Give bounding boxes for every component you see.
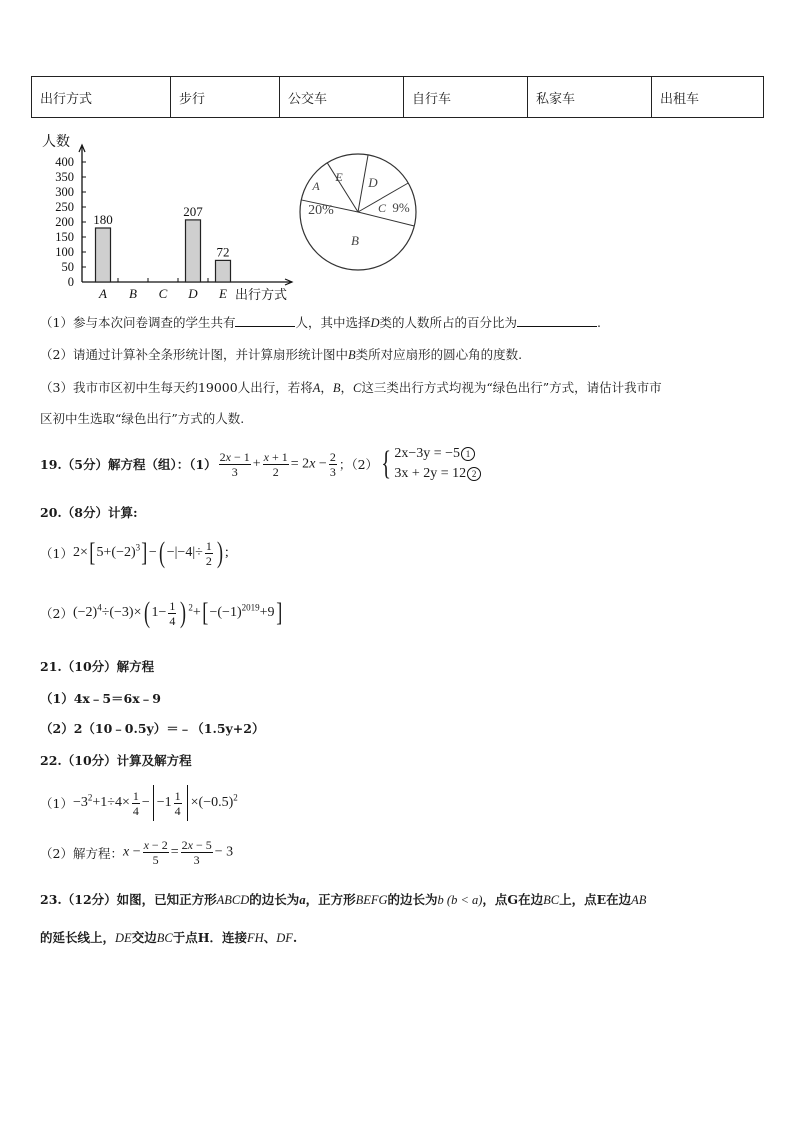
pie-label-e: E <box>335 170 343 184</box>
table-cell: 出租车 <box>652 77 764 118</box>
q23-var: DF <box>276 931 293 945</box>
q19-equation-system: { 2x−3y = −5 1 3x + 2y = 12 2 <box>378 444 481 484</box>
q20-part1 <box>40 538 229 568</box>
pie-label-c: C <box>377 201 387 215</box>
q23-text: 的延长线上， <box>40 930 116 945</box>
q18-p3-var-b: B <box>332 381 341 395</box>
y-tick-label: 250 <box>55 200 74 214</box>
y-tick-label: 50 <box>61 260 74 274</box>
y-tick-label: 150 <box>55 230 74 244</box>
q20-p1-label: （1） <box>40 546 73 561</box>
q23-text: 的边长为 <box>387 892 438 907</box>
x-tick-label: E <box>219 286 227 301</box>
q18-p2-var: B <box>347 348 356 362</box>
separator: ， <box>340 380 354 395</box>
q18-p3-text: （3）我市市区初中生每天约19000人出行，若将 <box>40 380 313 395</box>
q23-text: ，正方形 <box>305 892 356 907</box>
q18-p3-var-a: A <box>312 381 321 395</box>
q18-part1 <box>40 313 601 331</box>
q20-expression-1: $2\times[5+(-2)^3]-( -|-4|\div$ $\frac{1}{2}$ ) ; <box>72 536 229 569</box>
q23-var: BC <box>156 931 173 945</box>
q23-var: ABCD <box>216 893 250 907</box>
bar <box>186 220 201 282</box>
pie-label-b: B <box>351 233 359 248</box>
q23-var: BC <box>543 893 560 907</box>
q18-part2 <box>40 345 522 363</box>
q23-line2 <box>40 928 297 946</box>
q22-expression-2: x − $\frac{x - 2}{5}$ = $\frac{2x - 5}{3}$ − 3 <box>122 838 234 867</box>
pie-chart-marks <box>300 154 416 270</box>
q23-var: b (b < a) <box>437 893 483 907</box>
q23-var: FH <box>247 931 264 945</box>
x-tick-label: B <box>129 286 137 301</box>
q21-part2: （2）2（10﹣0.5y）＝﹣（1.5y+2） <box>40 721 265 736</box>
data-label: 207 <box>183 203 203 219</box>
data-label: 72 <box>216 244 230 260</box>
q19-part2-label: ；（2） <box>338 457 379 472</box>
x-tick-label: C <box>158 286 168 301</box>
bar-chart-marks <box>42 133 292 303</box>
y-axis-label: 人数 <box>42 134 70 150</box>
q18-part3-line1 <box>40 378 662 396</box>
q22-title: 22.（10分）计算及解方程 <box>40 753 192 768</box>
q23-text: 、 <box>263 930 277 945</box>
q23-text: ，点G在边 <box>482 892 544 907</box>
q18-p2-text: （2）请通过计算补全条形统计图，并计算扇形统计图中 <box>40 347 348 362</box>
q23-var: AB <box>631 893 647 907</box>
q23-text: 交边 <box>131 930 157 945</box>
q23-text: 23.（12分）如图，已知正方形 <box>40 892 217 907</box>
circled-two: 2 <box>467 467 481 481</box>
q18-p1-end: . <box>597 315 602 330</box>
q19-equation-1: $\frac{2x - 1}{3}$ + $\frac{x + 1}{2}$ = 2x − $\frac{2}{3}$ <box>219 449 336 479</box>
q18-p3-text2: 这三类出行方式均视为“绿色出行”方式，请估计我市市 <box>361 380 662 395</box>
y-tick-label: 100 <box>55 245 74 259</box>
q20-title: 20.（8分）计算: <box>40 505 138 520</box>
q18-p1-text: （1）参与本次问卷调查的学生共有 <box>40 315 236 330</box>
travel-mode-table <box>31 76 764 118</box>
pie-label-d: D <box>368 175 378 190</box>
table-cell: 步行 <box>171 77 280 118</box>
y-tick-label: 0 <box>67 275 74 289</box>
q21-part1: （1）4x﹣5＝6x﹣9 <box>40 691 161 706</box>
q19-eq-a: 2x−3y = −5 <box>394 446 461 461</box>
table-row <box>32 77 764 118</box>
pie-label-a: A <box>312 179 320 193</box>
q20-p2-label: （2） <box>40 606 73 621</box>
table-header-cell: 出行方式 <box>32 77 171 118</box>
q18-p2-text2: 类所对应扇形的圆心角的度数. <box>355 347 523 362</box>
pie-value-c: 9% <box>392 200 410 215</box>
y-tick-label: 350 <box>55 170 74 184</box>
q18-part3-line2 <box>40 409 244 427</box>
x-axis-label: 出行方式 <box>235 288 288 303</box>
bar-chart <box>30 125 300 303</box>
y-tick-label: 200 <box>55 215 74 229</box>
q18-p3-text3: 区初中生选取“绿色出行”方式的人数. <box>40 411 245 426</box>
table-cell: 私家车 <box>528 77 652 118</box>
q23-text: 的边长为 <box>249 892 300 907</box>
separator: ， <box>320 380 333 395</box>
q23-text: 于点H．连接 <box>172 930 247 945</box>
q22-expression-1: $-3^2+1\div 4\times$ $\frac{1}{4}$ − −1 $\frac{1}{4}$ $\times(-0.5)^2$ <box>73 785 238 821</box>
bar <box>96 228 111 282</box>
q20-expression-2: $(-2)^4\div(-3)\times$( 1− $\frac{1}{4}$ ) $^2+[-(-1)^{2019}+9]$ <box>72 596 282 629</box>
table-cell: 自行车 <box>404 77 528 118</box>
q18-p1-text3: 类的人数所占的百分比为 <box>379 315 518 330</box>
q18-p1-var: D <box>370 316 380 330</box>
y-tick-label: 400 <box>55 155 74 169</box>
q18-p3-var-c: C <box>353 381 362 395</box>
q19-title: 19.（5分）解方程（组）：（1） <box>40 457 217 472</box>
q18-p1-text2: 人，其中选择 <box>295 315 371 330</box>
q22-p2-label: （2）解方程： <box>40 845 123 861</box>
q22-p1-label: （1） <box>40 796 73 811</box>
answer-blank <box>235 314 295 327</box>
q19-eq-b: 3x + 2y = 12 <box>394 466 467 481</box>
q23-line1 <box>40 890 646 908</box>
q23-var: BEFG <box>355 893 388 907</box>
data-label: 180 <box>93 212 113 227</box>
pie-chart <box>295 150 425 275</box>
x-tick-label: A <box>99 286 107 301</box>
q22-part2 <box>40 838 233 867</box>
q23-var: DE <box>115 931 132 945</box>
q23-text: 上，点E在边 <box>559 892 632 907</box>
q20-part2 <box>40 598 283 628</box>
table-cell: 公交车 <box>280 77 404 118</box>
circled-one: 1 <box>461 447 475 461</box>
bar <box>216 260 231 282</box>
q23-var: a <box>299 893 306 907</box>
y-tick-label: 300 <box>55 185 74 199</box>
q23-text: . <box>292 930 298 945</box>
pie-value-a: 20% <box>308 203 334 218</box>
q22-part1 <box>40 785 238 821</box>
q21-title: 21.（10分）解方程 <box>40 659 155 674</box>
x-tick-label: D <box>188 286 198 301</box>
q19 <box>40 444 481 484</box>
answer-blank <box>517 314 597 327</box>
